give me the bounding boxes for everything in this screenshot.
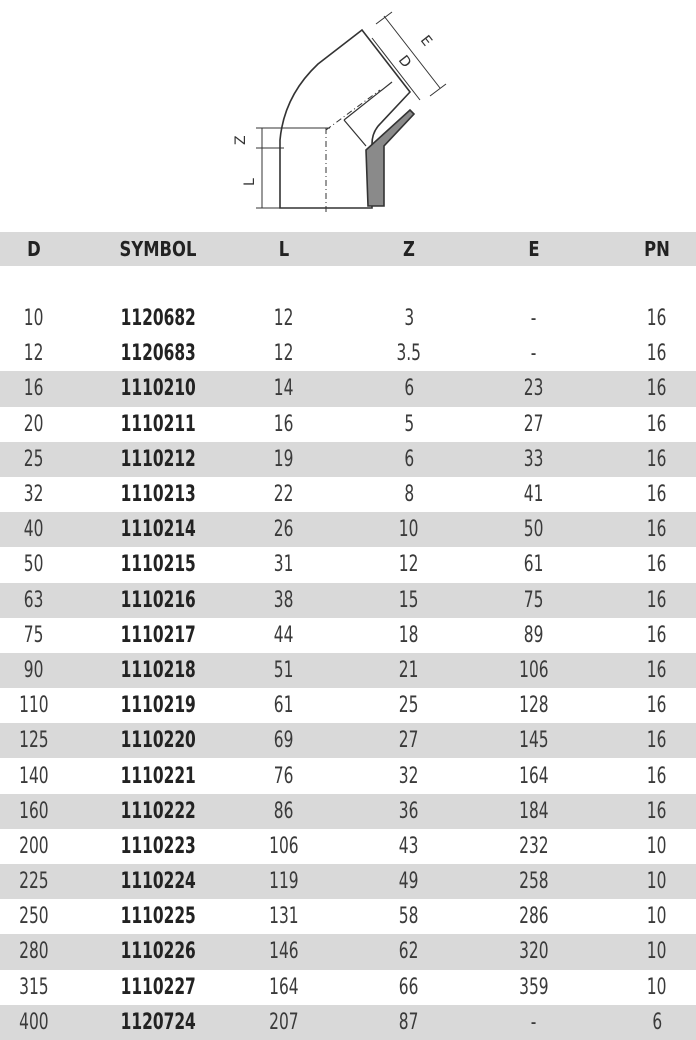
cell-z — [370, 899, 448, 934]
cell-z — [370, 1005, 448, 1040]
cell-symbol — [68, 336, 248, 371]
cell-e — [494, 583, 574, 618]
cell-z — [370, 723, 448, 758]
cell-e — [494, 618, 574, 653]
cell-symbol — [68, 794, 248, 829]
cell-pn — [618, 688, 696, 723]
cell-value: 1110218 — [120, 657, 196, 683]
cell-l — [248, 899, 320, 934]
cell-l — [248, 794, 320, 829]
cell-value: 119 — [269, 869, 299, 895]
cell-value: 50 — [24, 552, 44, 578]
cell-value: 22 — [274, 482, 294, 508]
cell-value: 12 — [399, 552, 419, 578]
cell-l — [248, 653, 320, 688]
cell-value: 10 — [647, 939, 667, 965]
cell-value: 18 — [399, 622, 419, 648]
table-row — [0, 512, 696, 547]
cell-value: 1120724 — [120, 1009, 196, 1035]
cell-value: 125 — [19, 728, 49, 754]
cell-pn — [618, 653, 696, 688]
cell-value: 16 — [647, 728, 667, 754]
cell-z — [370, 512, 448, 547]
cell-pn — [618, 477, 696, 512]
cell-e — [494, 934, 574, 969]
cell-value: - — [531, 306, 537, 332]
cell-l — [248, 583, 320, 618]
dim-e-line — [376, 12, 446, 96]
cell-z — [370, 547, 448, 582]
cell-pn — [618, 442, 696, 477]
cell-e — [494, 829, 574, 864]
cell-value: 49 — [399, 869, 419, 895]
table-header — [0, 232, 696, 266]
cell-value: 32 — [399, 763, 419, 789]
cell-l — [248, 1005, 320, 1040]
cell-value: 1110215 — [120, 552, 196, 578]
cell-value: 200 — [19, 833, 49, 859]
cell-value: 1110221 — [120, 763, 196, 789]
cell-value: 1120682 — [120, 306, 196, 332]
cell-e — [494, 336, 574, 371]
socket-depth-line — [344, 120, 366, 146]
cell-d — [0, 583, 68, 618]
cell-l — [248, 864, 320, 899]
cell-l — [248, 688, 320, 723]
cell-pn — [618, 864, 696, 899]
cell-value: 26 — [274, 517, 294, 543]
cell-value: 146 — [269, 939, 299, 965]
cell-value: 69 — [274, 728, 294, 754]
cell-pn — [618, 758, 696, 793]
table-row — [0, 1005, 696, 1040]
cell-z — [370, 583, 448, 618]
cell-value: 400 — [19, 1009, 49, 1035]
cell-symbol — [68, 970, 248, 1005]
cell-e — [494, 653, 574, 688]
table-row — [0, 653, 696, 688]
cell-d — [0, 934, 68, 969]
cell-e — [494, 512, 574, 547]
cell-e — [494, 688, 574, 723]
cell-value: 27 — [524, 411, 544, 437]
cell-symbol — [68, 688, 248, 723]
cell-symbol — [68, 653, 248, 688]
cell-value: 25 — [24, 446, 44, 472]
cell-value: 3.5 — [396, 341, 422, 367]
cell-value: 1110217 — [120, 622, 196, 648]
cell-e — [494, 758, 574, 793]
cell-value: 1110220 — [120, 728, 196, 754]
cell-z — [370, 618, 448, 653]
cell-d — [0, 301, 68, 336]
cell-value: 75 — [24, 622, 44, 648]
cell-d — [0, 864, 68, 899]
cell-l — [248, 336, 320, 371]
cell-value: 76 — [274, 763, 294, 789]
cell-d — [0, 829, 68, 864]
cell-value: 106 — [269, 833, 299, 859]
cell-symbol — [68, 829, 248, 864]
cell-value: 3 — [404, 306, 414, 332]
cell-d — [0, 794, 68, 829]
cell-value: 10 — [647, 904, 667, 930]
table-row — [0, 899, 696, 934]
cell-d — [0, 723, 68, 758]
cell-l — [248, 407, 320, 442]
header-symbol: SYMBOL — [119, 237, 197, 261]
cell-value: 16 — [647, 657, 667, 683]
cell-value: 87 — [399, 1009, 419, 1035]
cell-e — [494, 794, 574, 829]
cell-value: 12 — [24, 341, 44, 367]
label-z: Z — [233, 135, 249, 145]
cell-pn — [618, 970, 696, 1005]
cell-value: 106 — [519, 657, 549, 683]
cell-value: 128 — [519, 693, 549, 719]
table-row — [0, 794, 696, 829]
cell-d — [0, 477, 68, 512]
cell-value: 110 — [19, 693, 49, 719]
cell-z — [370, 653, 448, 688]
table-row — [0, 301, 696, 336]
cell-value: 61 — [524, 552, 544, 578]
cell-value: 140 — [19, 763, 49, 789]
cell-value: 8 — [404, 482, 414, 508]
cell-d — [0, 970, 68, 1005]
cell-value: 16 — [647, 798, 667, 824]
table-row — [0, 371, 696, 406]
cell-value: 20 — [24, 411, 44, 437]
cell-value: 44 — [274, 622, 294, 648]
cell-pn — [618, 371, 696, 406]
cell-value: 1110213 — [120, 482, 196, 508]
cell-symbol — [68, 442, 248, 477]
cell-value: 10 — [647, 869, 667, 895]
cell-pn — [618, 407, 696, 442]
cell-value: 1110227 — [120, 974, 196, 1000]
cell-l — [248, 618, 320, 653]
cell-symbol — [68, 512, 248, 547]
cell-value: 10 — [647, 974, 667, 1000]
label-l: L — [242, 178, 258, 186]
center-line-angled — [326, 90, 380, 130]
cell-z — [370, 794, 448, 829]
wall-section — [366, 110, 414, 206]
header-l: L — [278, 237, 290, 261]
table-body — [0, 301, 696, 1040]
cell-value: 63 — [24, 587, 44, 613]
table-row — [0, 477, 696, 512]
cell-symbol — [68, 864, 248, 899]
cell-pn — [618, 336, 696, 371]
cell-l — [248, 547, 320, 582]
cell-value: 1110224 — [120, 869, 196, 895]
cell-pn — [618, 301, 696, 336]
cell-e — [494, 899, 574, 934]
cell-d — [0, 1005, 68, 1040]
cell-z — [370, 371, 448, 406]
cell-e — [494, 442, 574, 477]
cell-l — [248, 442, 320, 477]
header-d: D — [27, 237, 41, 261]
label-d: D — [394, 52, 415, 71]
cell-d — [0, 407, 68, 442]
cell-z — [370, 336, 448, 371]
cell-value: - — [531, 341, 537, 367]
cell-value: 1110211 — [120, 411, 196, 437]
cell-value: 43 — [399, 833, 419, 859]
cell-value: 16 — [647, 446, 667, 472]
cell-value: 16 — [647, 622, 667, 648]
table-row — [0, 864, 696, 899]
table-row — [0, 336, 696, 371]
cell-z — [370, 477, 448, 512]
cell-e — [494, 371, 574, 406]
cell-value: 280 — [19, 939, 49, 965]
cell-symbol — [68, 758, 248, 793]
cell-d — [0, 758, 68, 793]
cell-value: 164 — [519, 763, 549, 789]
header-pn: PN — [644, 237, 670, 261]
cell-value: 66 — [399, 974, 419, 1000]
cell-value: 1110216 — [120, 587, 196, 613]
cell-value: 6 — [404, 376, 414, 402]
cell-l — [248, 371, 320, 406]
label-e: E — [416, 32, 435, 50]
cell-value: 19 — [274, 446, 294, 472]
cell-value: 33 — [524, 446, 544, 472]
cell-e — [494, 301, 574, 336]
cell-value: 16 — [647, 306, 667, 332]
cell-value: 15 — [399, 587, 419, 613]
cell-pn — [618, 794, 696, 829]
cell-symbol — [68, 407, 248, 442]
table-row — [0, 618, 696, 653]
cell-e — [494, 477, 574, 512]
cell-pn — [618, 512, 696, 547]
cell-value: 184 — [519, 798, 549, 824]
cell-value: 16 — [274, 411, 294, 437]
cell-d — [0, 688, 68, 723]
cell-value: - — [531, 1009, 537, 1035]
cell-z — [370, 407, 448, 442]
cell-value: 51 — [274, 657, 294, 683]
cell-z — [370, 864, 448, 899]
cell-value: 14 — [274, 376, 294, 402]
table-row — [0, 583, 696, 618]
cell-value: 16 — [24, 376, 44, 402]
cell-d — [0, 371, 68, 406]
cell-d — [0, 442, 68, 477]
cell-value: 258 — [519, 869, 549, 895]
cell-l — [248, 301, 320, 336]
cell-value: 58 — [399, 904, 419, 930]
cell-pn — [618, 899, 696, 934]
cell-value: 6 — [404, 446, 414, 472]
cell-value: 16 — [647, 341, 667, 367]
cell-value: 286 — [519, 904, 549, 930]
cell-value: 16 — [647, 552, 667, 578]
cell-l — [248, 970, 320, 1005]
cell-value: 1110219 — [120, 693, 196, 719]
cell-symbol — [68, 899, 248, 934]
cell-l — [248, 829, 320, 864]
cell-value: 16 — [647, 587, 667, 613]
cell-value: 131 — [269, 904, 299, 930]
cell-symbol — [68, 1005, 248, 1040]
cell-value: 250 — [19, 904, 49, 930]
cell-l — [248, 512, 320, 547]
cell-l — [248, 934, 320, 969]
cell-symbol — [68, 547, 248, 582]
header-e: E — [528, 237, 540, 261]
cell-value: 232 — [519, 833, 549, 859]
cell-symbol — [68, 301, 248, 336]
cell-value: 32 — [24, 482, 44, 508]
cell-pn — [618, 547, 696, 582]
cell-value: 160 — [19, 798, 49, 824]
cell-value: 16 — [647, 693, 667, 719]
cell-value: 75 — [524, 587, 544, 613]
cell-z — [370, 970, 448, 1005]
cell-value: 38 — [274, 587, 294, 613]
table-row — [0, 547, 696, 582]
cell-value: 61 — [274, 693, 294, 719]
cell-value: 50 — [524, 517, 544, 543]
cell-value: 164 — [269, 974, 299, 1000]
cell-symbol — [68, 934, 248, 969]
cell-value: 225 — [19, 869, 49, 895]
cell-pn — [618, 1005, 696, 1040]
cell-z — [370, 688, 448, 723]
cell-value: 31 — [274, 552, 294, 578]
cell-value: 5 — [404, 411, 414, 437]
cell-value: 359 — [519, 974, 549, 1000]
elbow-fitting-drawing — [0, 0, 696, 232]
cell-symbol — [68, 618, 248, 653]
cell-value: 27 — [399, 728, 419, 754]
header-z: Z — [403, 237, 415, 261]
cell-d — [0, 547, 68, 582]
cell-value: 16 — [647, 376, 667, 402]
cell-value: 16 — [647, 517, 667, 543]
cell-value: 320 — [519, 939, 549, 965]
table-row — [0, 407, 696, 442]
cell-symbol — [68, 583, 248, 618]
cell-symbol — [68, 371, 248, 406]
table-row — [0, 934, 696, 969]
cell-value: 62 — [399, 939, 419, 965]
cell-value: 207 — [269, 1009, 299, 1035]
table-row — [0, 970, 696, 1005]
cell-value: 16 — [647, 763, 667, 789]
table-row — [0, 723, 696, 758]
cell-symbol — [68, 723, 248, 758]
table-row — [0, 688, 696, 723]
cell-pn — [618, 618, 696, 653]
cell-z — [370, 442, 448, 477]
cell-value: 41 — [524, 482, 544, 508]
cell-value: 1110226 — [120, 939, 196, 965]
cell-z — [370, 934, 448, 969]
cell-value: 1110212 — [120, 446, 196, 472]
cell-e — [494, 407, 574, 442]
cell-value: 12 — [274, 341, 294, 367]
cell-value: 1110223 — [120, 833, 196, 859]
cell-pn — [618, 723, 696, 758]
cell-value: 1110214 — [120, 517, 196, 543]
cell-value: 1120683 — [120, 341, 196, 367]
cell-d — [0, 653, 68, 688]
cell-z — [370, 829, 448, 864]
cell-l — [248, 758, 320, 793]
cell-e — [494, 864, 574, 899]
cell-d — [0, 512, 68, 547]
cell-value: 145 — [519, 728, 549, 754]
cell-value: 6 — [652, 1009, 662, 1035]
cell-value: 86 — [274, 798, 294, 824]
cell-value: 1110210 — [120, 376, 196, 402]
socket-inner-line — [344, 82, 392, 120]
cell-value: 40 — [24, 517, 44, 543]
cell-value: 10 — [399, 517, 419, 543]
cell-value: 23 — [524, 376, 544, 402]
cell-pn — [618, 934, 696, 969]
cell-e — [494, 547, 574, 582]
cell-pn — [618, 829, 696, 864]
cell-value: 21 — [399, 657, 419, 683]
cell-z — [370, 758, 448, 793]
cell-pn — [618, 583, 696, 618]
dim-z-line — [256, 128, 330, 148]
cell-value: 10 — [24, 306, 44, 332]
cell-e — [494, 1005, 574, 1040]
cell-e — [494, 970, 574, 1005]
cell-value: 1110225 — [120, 904, 196, 930]
cell-value: 36 — [399, 798, 419, 824]
cell-d — [0, 336, 68, 371]
cell-value: 16 — [647, 482, 667, 508]
cell-d — [0, 899, 68, 934]
cell-value: 315 — [19, 974, 49, 1000]
cell-l — [248, 723, 320, 758]
cell-value: 1110222 — [120, 798, 196, 824]
cell-l — [248, 477, 320, 512]
cell-symbol — [68, 477, 248, 512]
cell-value: 90 — [24, 657, 44, 683]
cell-value: 12 — [274, 306, 294, 332]
table-row — [0, 758, 696, 793]
cell-value: 10 — [647, 833, 667, 859]
table-row — [0, 829, 696, 864]
cell-value: 16 — [647, 411, 667, 437]
cell-z — [370, 301, 448, 336]
cell-value: 25 — [399, 693, 419, 719]
cell-e — [494, 723, 574, 758]
cell-d — [0, 618, 68, 653]
table-row — [0, 442, 696, 477]
cell-value: 89 — [524, 622, 544, 648]
